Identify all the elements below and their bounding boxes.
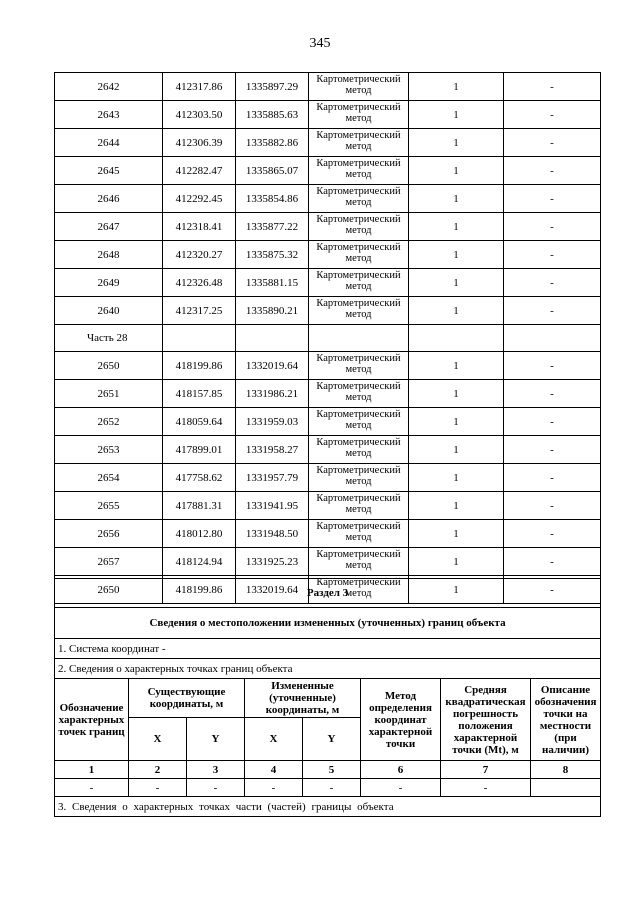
method-cell: Картометрический метод: [309, 464, 409, 492]
table-row: [55, 157, 601, 185]
y-coordinate-cell: 1335897.29: [236, 73, 309, 101]
table-row: [55, 436, 601, 464]
description-cell: -: [504, 157, 601, 185]
x-coordinate-cell: 418199.86: [163, 352, 236, 380]
description-cell: -: [504, 269, 601, 297]
table-row: [55, 73, 601, 101]
x-coordinate-cell: 412318.41: [163, 213, 236, 241]
section3-table: [54, 578, 601, 817]
method-cell: Картометрический метод: [309, 492, 409, 520]
empty-cell: [236, 325, 309, 352]
point-number-cell: 2648: [55, 241, 163, 269]
coord-system: 1. Система координат -: [55, 639, 601, 659]
point-number-cell: 2647: [55, 213, 163, 241]
empty-value-cell: -: [361, 779, 441, 797]
table-row: [55, 185, 601, 213]
point-number-cell: 2652: [55, 408, 163, 436]
table-row: [55, 213, 601, 241]
empty-cell: [504, 325, 601, 352]
description-cell: -: [504, 73, 601, 101]
accuracy-cell: 1: [409, 380, 504, 408]
accuracy-cell: 1: [409, 352, 504, 380]
empty-cell: [309, 325, 409, 352]
table-row: [55, 129, 601, 157]
empty-cell: [409, 325, 504, 352]
parts-info: 3. Сведения о характерных точках части (частей) границы объекта: [55, 797, 601, 817]
y-coordinate-cell: 1335877.22: [236, 213, 309, 241]
description-cell: -: [504, 297, 601, 325]
table-row: [55, 241, 601, 269]
method-cell: Картометрический метод: [309, 185, 409, 213]
column-number: 8: [531, 761, 601, 779]
method-cell: Картометрический метод: [309, 436, 409, 464]
method-cell: Картометрический метод: [309, 576, 409, 604]
description-cell: -: [504, 241, 601, 269]
table-row: [55, 464, 601, 492]
empty-data-row: [55, 779, 601, 797]
point-number-cell: 2657: [55, 548, 163, 576]
method-cell: Картометрический метод: [309, 157, 409, 185]
empty-value-cell: -: [55, 779, 129, 797]
description-cell: -: [504, 408, 601, 436]
accuracy-cell: 1: [409, 185, 504, 213]
method-cell: Картометрический метод: [309, 380, 409, 408]
header-changed-x: X: [245, 718, 303, 761]
description-cell: -: [504, 185, 601, 213]
x-coordinate-cell: 418157.85: [163, 380, 236, 408]
header-method: Метод определения координат характерной точки: [361, 679, 441, 761]
y-coordinate-cell: 1332019.64: [236, 352, 309, 380]
accuracy-cell: 1: [409, 73, 504, 101]
point-number-cell: 2640: [55, 297, 163, 325]
method-cell: Картометрический метод: [309, 548, 409, 576]
page-number: 345: [309, 36, 331, 51]
y-coordinate-cell: 1335881.15: [236, 269, 309, 297]
accuracy-cell: 1: [409, 129, 504, 157]
y-coordinate-cell: 1335865.07: [236, 157, 309, 185]
point-number-cell: 2644: [55, 129, 163, 157]
column-number: 2: [129, 761, 187, 779]
points-info: 2. Сведения о характерных точках границ объекта: [55, 659, 601, 679]
y-coordinate-cell: 1335882.86: [236, 129, 309, 157]
empty-value-cell: -: [187, 779, 245, 797]
x-coordinate-cell: 412317.25: [163, 297, 236, 325]
column-number: 4: [245, 761, 303, 779]
header-existing-y: Y: [187, 718, 245, 761]
empty-cell: [163, 325, 236, 352]
table-row: [55, 520, 601, 548]
y-coordinate-cell: 1335890.21: [236, 297, 309, 325]
description-cell: -: [504, 520, 601, 548]
y-coordinate-cell: 1331957.79: [236, 464, 309, 492]
column-number: 3: [187, 761, 245, 779]
point-number-cell: 2645: [55, 157, 163, 185]
x-coordinate-cell: 417758.62: [163, 464, 236, 492]
x-coordinate-cell: 418124.94: [163, 548, 236, 576]
accuracy-cell: 1: [409, 157, 504, 185]
column-number: 1: [55, 761, 129, 779]
description-cell: -: [504, 352, 601, 380]
section3-title: Раздел 3: [55, 579, 601, 608]
method-cell: Картометрический метод: [309, 297, 409, 325]
y-coordinate-cell: 1335854.86: [236, 185, 309, 213]
empty-value-cell: -: [441, 779, 531, 797]
x-coordinate-cell: 412292.45: [163, 185, 236, 213]
y-coordinate-cell: 1331958.27: [236, 436, 309, 464]
part-label: Часть 28: [55, 325, 163, 352]
description-cell: -: [504, 213, 601, 241]
coordinates-table: [54, 72, 601, 604]
description-cell: -: [504, 464, 601, 492]
column-number: 5: [303, 761, 361, 779]
accuracy-cell: 1: [409, 548, 504, 576]
accuracy-cell: 1: [409, 269, 504, 297]
method-cell: Картометрический метод: [309, 73, 409, 101]
accuracy-cell: 1: [409, 241, 504, 269]
description-cell: -: [504, 436, 601, 464]
y-coordinate-cell: 1331925.23: [236, 548, 309, 576]
accuracy-cell: 1: [409, 520, 504, 548]
method-cell: Картометрический метод: [309, 269, 409, 297]
x-coordinate-cell: 417899.01: [163, 436, 236, 464]
method-cell: Картометрический метод: [309, 352, 409, 380]
point-number-cell: 2651: [55, 380, 163, 408]
x-coordinate-cell: 418199.86: [163, 576, 236, 604]
description-cell: -: [504, 129, 601, 157]
x-coordinate-cell: 418012.80: [163, 520, 236, 548]
y-coordinate-cell: 1331959.03: [236, 408, 309, 436]
description-cell: -: [504, 492, 601, 520]
y-coordinate-cell: 1331986.21: [236, 380, 309, 408]
point-number-cell: 2656: [55, 520, 163, 548]
x-coordinate-cell: 412320.27: [163, 241, 236, 269]
header-existing-x: X: [129, 718, 187, 761]
accuracy-cell: 1: [409, 297, 504, 325]
table-row: [55, 548, 601, 576]
x-coordinate-cell: 412303.50: [163, 101, 236, 129]
x-coordinate-cell: 412326.48: [163, 269, 236, 297]
table-row: [55, 269, 601, 297]
description-cell: -: [504, 576, 601, 604]
header-description: Описание обозначения точки на местности (при наличии): [531, 679, 601, 761]
method-cell: Картометрический метод: [309, 408, 409, 436]
y-coordinate-cell: 1332019.64: [236, 576, 309, 604]
x-coordinate-cell: 417881.31: [163, 492, 236, 520]
column-number: 6: [361, 761, 441, 779]
point-number-cell: 2649: [55, 269, 163, 297]
table-row: [55, 297, 601, 325]
x-coordinate-cell: 412306.39: [163, 129, 236, 157]
empty-value-cell: -: [303, 779, 361, 797]
accuracy-cell: 1: [409, 492, 504, 520]
description-cell: -: [504, 548, 601, 576]
table-row: [55, 380, 601, 408]
point-number-cell: 2654: [55, 464, 163, 492]
header-designation: Обозначение характерных точек границ: [55, 679, 129, 761]
accuracy-cell: 1: [409, 436, 504, 464]
x-coordinate-cell: 412317.86: [163, 73, 236, 101]
point-number-cell: 2643: [55, 101, 163, 129]
column-number: 7: [441, 761, 531, 779]
method-cell: Картометрический метод: [309, 101, 409, 129]
header-changed-y: Y: [303, 718, 361, 761]
y-coordinate-cell: 1331948.50: [236, 520, 309, 548]
part-row: [55, 325, 601, 352]
y-coordinate-cell: 1335885.63: [236, 101, 309, 129]
empty-value-cell: -: [129, 779, 187, 797]
point-number-cell: 2642: [55, 73, 163, 101]
description-cell: -: [504, 101, 601, 129]
accuracy-cell: 1: [409, 464, 504, 492]
y-coordinate-cell: 1331941.95: [236, 492, 309, 520]
y-coordinate-cell: 1335875.32: [236, 241, 309, 269]
column-numbers-row: [55, 761, 601, 779]
x-coordinate-cell: 412282.47: [163, 157, 236, 185]
header-accuracy: Средняя квадратическая погрешность положения характерной точки (Mt), м: [441, 679, 531, 761]
accuracy-cell: 1: [409, 408, 504, 436]
point-number-cell: 2655: [55, 492, 163, 520]
accuracy-cell: 1: [409, 101, 504, 129]
accuracy-cell: 1: [409, 213, 504, 241]
point-number-cell: 2653: [55, 436, 163, 464]
table-row: [55, 352, 601, 380]
description-cell: -: [504, 380, 601, 408]
table-row: [55, 101, 601, 129]
table-row: [55, 492, 601, 520]
accuracy-cell: 1: [409, 576, 504, 604]
header-changed: Измененные (уточненные) координаты, м: [245, 679, 361, 718]
point-number-cell: 2650: [55, 352, 163, 380]
empty-value-cell: [531, 779, 601, 797]
method-cell: Картометрический метод: [309, 241, 409, 269]
x-coordinate-cell: 418059.64: [163, 408, 236, 436]
method-cell: Картометрический метод: [309, 129, 409, 157]
method-cell: Картометрический метод: [309, 213, 409, 241]
method-cell: Картометрический метод: [309, 520, 409, 548]
header-existing: Существующие координаты, м: [129, 679, 245, 718]
point-number-cell: 2650: [55, 576, 163, 604]
empty-value-cell: -: [245, 779, 303, 797]
point-number-cell: 2646: [55, 185, 163, 213]
section3-subtitle: Сведения о местоположении измененных (уточненных) границ объекта: [55, 608, 601, 639]
table-row: [55, 408, 601, 436]
